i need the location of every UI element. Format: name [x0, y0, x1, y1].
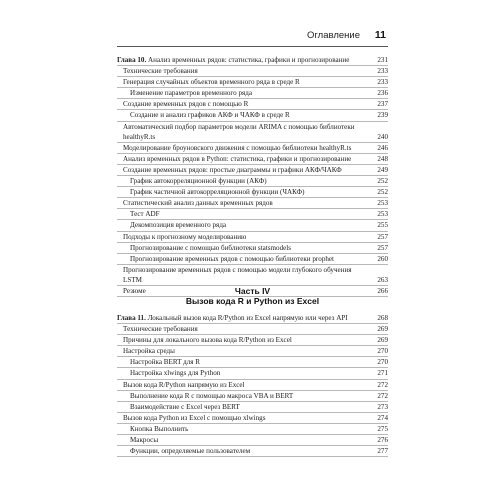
toc-page-number: 252 — [377, 188, 388, 197]
toc-entry — [117, 402, 388, 413]
toc-entry-text: Прогнозирование с помощью библиотеки statsmodels — [130, 243, 292, 252]
toc-entry-text: Кнопка Выполнить — [130, 424, 189, 433]
toc-entry — [117, 324, 388, 335]
toc-page-number: 236 — [377, 89, 388, 98]
toc-entry-title — [130, 176, 372, 186]
toc-entry-text: Вызов кода R/Python напрямую из Excel — [123, 380, 245, 389]
toc-page-number: 260 — [377, 254, 388, 263]
toc-entry-text: Анализ временных рядов: статистика, графики и прогнозирование — [146, 56, 350, 64]
toc-page-number: 269 — [377, 336, 388, 345]
toc-entry-text: Функции, определяемые пользователем — [130, 447, 251, 456]
toc-entry-title — [130, 209, 372, 219]
toc-entry-title — [130, 424, 372, 434]
toc-entry — [117, 368, 388, 379]
toc-entry-text: Анализ временных рядов в Python: статистика, графики и прогнозирование — [123, 154, 352, 163]
toc-entry-title — [130, 254, 372, 264]
toc-entry — [117, 243, 388, 254]
toc-page-number: 248 — [377, 154, 388, 163]
toc-entry-title — [123, 122, 372, 142]
toc-entry-title — [130, 402, 372, 412]
toc-entry — [117, 265, 388, 286]
toc-entry-title — [130, 110, 372, 120]
toc-page-number: 273 — [377, 402, 388, 411]
chapter-number: Глава 11. — [117, 314, 146, 322]
toc-entry-text: Статистический анализ данных временных рядов — [123, 199, 273, 208]
toc-entry — [117, 88, 388, 99]
toc-entry — [117, 176, 388, 187]
toc-page-number: 257 — [377, 232, 388, 241]
toc-entry — [117, 424, 388, 435]
toc-entry — [117, 66, 388, 77]
toc-entry-text: Взаимодействие с Excel через BERT — [130, 402, 240, 411]
toc-entry-title — [123, 380, 372, 390]
toc-page-number: 269 — [377, 325, 388, 334]
toc-entry-title — [130, 391, 372, 401]
toc-entry-text: Создание и анализ графиков АКФ и ЧАКФ в среде R — [130, 111, 290, 120]
part-number: Часть IV — [234, 286, 271, 296]
part-title: Вызов кода R и Python из Excel — [185, 296, 320, 306]
toc-page-number: 237 — [377, 100, 388, 109]
toc-entry — [117, 55, 388, 66]
toc-entry-title — [123, 165, 372, 175]
toc-chapter-10 — [117, 55, 388, 297]
toc-entry-text: Вызов кода Python из Excel с помощью xlwings — [123, 413, 266, 422]
toc-page-number: 268 — [377, 314, 388, 322]
toc-entry-text: Создание временных рядов: простые диаграммы и графики АКФ/ЧАКФ — [123, 165, 342, 174]
toc-entry — [117, 446, 388, 457]
toc-entry-title — [123, 324, 372, 334]
toc-entry — [117, 357, 388, 368]
toc-entry-title — [117, 313, 372, 323]
toc-entry-text: Причины для локального вызова кода R/Python из Excel — [123, 336, 292, 345]
toc-entry-title — [123, 346, 372, 356]
toc-page-number: 257 — [377, 243, 388, 252]
toc-entry-text: Создание временных рядов с помощью R — [123, 100, 249, 109]
toc-entry-text: Резюме — [123, 286, 146, 295]
toc-entry — [117, 413, 388, 424]
toc-entry-title — [130, 243, 372, 253]
part-heading — [117, 286, 388, 306]
toc-entry-title — [123, 198, 372, 208]
toc-entry-title — [130, 435, 372, 445]
toc-page-number: 263 — [377, 275, 388, 284]
chapter-number: Глава 10. — [117, 56, 147, 64]
toc-entry — [117, 99, 388, 110]
toc-page-number: 270 — [377, 358, 388, 367]
toc-entry-text: Прогнозирование временных рядов с помощью модели глубокого обучения LSTM — [123, 265, 352, 284]
toc-page-number: 275 — [377, 424, 388, 433]
header-page-number: 11 — [374, 29, 386, 41]
toc-entry — [117, 165, 388, 176]
toc-entry-title — [130, 88, 372, 98]
toc-entry-text: Изменение параметров временного ряда — [130, 89, 253, 98]
toc-entry — [117, 187, 388, 198]
toc-entry-title — [130, 187, 372, 197]
toc-entry — [117, 435, 388, 446]
toc-entry-text: График автокорреляционной функции (АКФ) — [130, 177, 267, 186]
toc-page-number: 233 — [377, 78, 388, 87]
toc-entry — [117, 391, 388, 402]
toc-entry-text: Выполнение кода R с помощью макроса VBA и BERT — [130, 391, 294, 400]
toc-entry-text: Декомпозиция временного ряда — [130, 221, 227, 230]
toc-page-number: 266 — [377, 286, 388, 295]
toc-entry-title — [123, 265, 372, 285]
toc-entry-text: Подходы к прогнозному моделированию — [123, 232, 247, 241]
toc-entry — [117, 77, 388, 88]
toc-entry-text: Технические требования — [123, 67, 198, 76]
toc-entry-title — [123, 413, 372, 423]
toc-page-number: 253 — [377, 210, 388, 219]
toc-entry-title — [130, 368, 372, 378]
toc-entry-text: График частичной автокорреляционной функции (ЧАКФ) — [130, 188, 305, 197]
toc-entry-title — [130, 220, 372, 230]
toc-entry-title — [123, 335, 372, 345]
toc-page-number: 271 — [377, 369, 388, 378]
header-title: Оглавление — [307, 30, 360, 41]
toc-page-number: 239 — [377, 111, 388, 120]
toc-entry-text: Настройка среды — [123, 347, 175, 356]
toc-page-number: 246 — [377, 143, 388, 152]
toc-page-number: 249 — [377, 165, 388, 174]
toc-entry-title — [123, 66, 372, 76]
toc-page-number: 274 — [377, 413, 388, 422]
toc-entry-text: Настройка xlwings для Python — [130, 369, 221, 378]
toc-chapter-11 — [117, 313, 388, 457]
toc-entry — [117, 335, 388, 346]
toc-entry — [117, 220, 388, 231]
toc-page-number: 240 — [377, 132, 388, 141]
toc-entry — [117, 232, 388, 243]
toc-page-number: 255 — [377, 221, 388, 230]
toc-entry-text: Локальный вызов кода R/Python из Excel напрямую или через API — [145, 314, 348, 322]
toc-entry-text: Тест ADF — [130, 210, 160, 219]
toc-entry-text: Технические требования — [123, 325, 198, 334]
toc-entry — [117, 198, 388, 209]
toc-entry-title — [123, 154, 372, 164]
toc-entry — [117, 313, 388, 324]
toc-entry — [117, 143, 388, 154]
toc-page-number: 277 — [377, 447, 388, 456]
toc-page-number: 231 — [377, 56, 388, 64]
toc-page-number: 270 — [377, 347, 388, 356]
toc-entry — [117, 154, 388, 165]
toc-entry-text: Генерация случайных объектов временного ряда в среде R — [123, 78, 300, 87]
toc-entry-title — [123, 77, 372, 87]
toc-entry-text: Настройка BERT для R — [130, 358, 201, 367]
toc-entry-text: Моделирование броуновского движения с помощью библиотеки healthyR.ts — [123, 143, 352, 152]
toc-entry — [117, 122, 388, 143]
toc-page-number: 253 — [377, 199, 388, 208]
toc-entry — [117, 380, 388, 391]
toc-entry-text: Прогнозирование временных рядов с помощью библиотеки prophet — [130, 254, 335, 263]
toc-page-number: 233 — [377, 67, 388, 76]
toc-page-number: 272 — [377, 380, 388, 389]
toc-entry-text: Макросы — [130, 436, 159, 445]
toc-page-number: 252 — [377, 177, 388, 186]
toc-entry-title — [123, 99, 372, 109]
toc-page-number: 272 — [377, 391, 388, 400]
toc-entry — [117, 346, 388, 357]
toc-entry-text: Автоматический подбор параметров модели ARIMA с помощью библиотеки healthyR.ts — [123, 122, 355, 141]
toc-entry — [117, 209, 388, 220]
toc-entry-title — [123, 143, 372, 153]
running-header — [117, 30, 388, 47]
toc-entry-title — [123, 232, 372, 242]
toc-page-number: 276 — [377, 436, 388, 445]
toc-entry-title — [130, 446, 372, 456]
toc-entry — [117, 110, 388, 121]
toc-entry-title — [130, 357, 372, 367]
toc-entry — [117, 254, 388, 265]
toc-entry-title — [117, 55, 372, 65]
